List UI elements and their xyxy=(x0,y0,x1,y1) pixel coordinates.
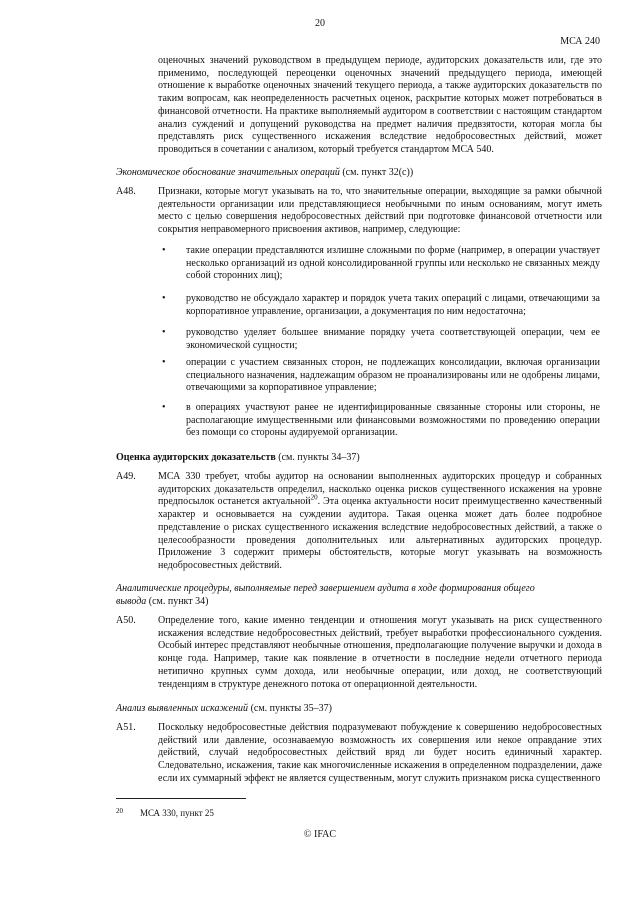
section-title: Экономическое обоснование значительных операций xyxy=(116,167,340,178)
list-item: руководство не обсуждало характер и порядок учета таких операций с лицами, отвечающими за корпоративное управление, организации, а документация по ним недостаточна; xyxy=(186,293,600,317)
paragraph-a50: Определение того, какие именно тенденции и отношения могут указывать на риск существенного искажения вследствие недобросовестных действий, требует выработки профессионального суждения. Особый интерес представляют необычные отношения, предполагающие получение выручки и дохода в конце года. Например, такие как появление в отчетности в последние недели отчетного периода нетипично крупных сумм дохода, или необычные операции, или доход, не соответствующий тенденциям в структуре денежного потока от операционной деятельности. xyxy=(158,615,602,690)
section-ref: (см. пункт 34) xyxy=(146,595,209,607)
footnote-mark: 20 xyxy=(116,807,123,815)
paragraph-number-a50: A50. xyxy=(116,615,136,626)
section-ref: (см. пункты 35–37) xyxy=(248,703,333,714)
section-title: Анализ выявленных искажений xyxy=(116,703,249,714)
paragraph-number-a51: A51. xyxy=(116,722,136,733)
paragraph-text: МСА 330 требует, чтобы аудитор на основании выполненных аудиторских процедур и собранных аудиторских доказательств определил, насколько оценка рисков существенного искажения на уровне предпосылок останется актуальной xyxy=(158,471,602,508)
bullet-marker: • xyxy=(162,245,166,256)
section-heading-misstatements xyxy=(116,703,332,716)
page-footer: © IFAC xyxy=(303,829,337,840)
list-item: операции с участием связанных сторон, не подлежащих консолидации, включая организации специального назначения, надлежащим образом не проанализированы или не одобрены лицами, отвечающими за корпоративное управление; xyxy=(186,357,600,394)
intro-paragraph: оценочных значений руководством в предыдущем периоде, аудиторских доказательств или, где это применимо, последующей переоценки оценочных значений предыдущего периода, имеющей отношение к выработке оценочных значений текущего периода, а также аудиторских доказательств по таким вопросам, как неопределенность расчетных оценок, раскрытие которых может потребоваться в финансовой отчетности. На практике выполняемый аудитором в соответствии с настоящим стандартом анализ суждений и допущений руководства на предмет наличия предвзятости, которая могла бы представлять риск существенного искажения вследствие недобросовестных действий, может проводиться в сочетании с анализом, который требуется стандартом МСА 540. xyxy=(158,55,602,155)
list-item: руководство уделяет большее внимание порядку учета соответствующей операции, чем ее экономической сущности; xyxy=(186,327,600,351)
footnote-reference: 20 xyxy=(310,494,318,503)
footnote-text: МСА 330, пункт 25 xyxy=(140,808,214,818)
list-item: в операциях участвуют ранее не идентифицированные связанные стороны или стороны, не располагающие имущественными или финансовыми возможностями по проведению операции без помощи со стороны аудируемой организации. xyxy=(186,402,600,439)
section-heading-analytical-procedures xyxy=(116,583,606,608)
bullet-marker: • xyxy=(162,327,166,338)
bullet-marker: • xyxy=(162,293,166,304)
list-item: такие операции представляются излишне сложными по форме (например, в операции участвует несколько организаций из одной консолидированной группы или несколько не связанных между собой сторонних лиц); xyxy=(186,245,600,282)
page-number: 20 xyxy=(315,18,325,29)
footnote-divider xyxy=(116,798,246,799)
paragraph-number-a48: A48. xyxy=(116,186,136,197)
section-ref: (см. пункт 32(c)) xyxy=(339,167,414,178)
paragraph-a48: Признаки, которые могут указывать на то, что значительные операции, выходящие за рамки обычной деятельности организации или представляющиеся необычными по иным основаниям, могут иметь место с целью совершения недобросовестных действий при подготовке финансовой отчетности или сокрытия неправомерного присвоения активов, например, следующие: xyxy=(158,186,602,236)
bullet-marker: • xyxy=(162,357,166,368)
paragraph-a49 xyxy=(158,471,602,573)
section-title: вывода xyxy=(116,595,147,607)
section-ref: (см. пункты 34–37) xyxy=(275,452,360,463)
paragraph-a51: Поскольку недобросовестные действия подразумевают побуждение к совершению недобросовестных действий или давление, осознаваемую возможность их совершения или некое оправдание этих действий, случай недобросовестных действий вряд ли будет носить единичный характер. Следовательно, искажения, такие как многочисленные искажения в определенном подразделении, даже если их суммарный эффект не является существенным, могут служить признаком риска существенного xyxy=(158,722,602,784)
bullet-marker: • xyxy=(162,402,166,413)
section-title: Аналитические процедуры, выполняемые перед завершением аудита в ходе формирования общего xyxy=(116,583,535,594)
paragraph-number-a49: A49. xyxy=(116,471,136,482)
standard-code: МСА 240 xyxy=(560,36,600,47)
section-title: Оценка аудиторских доказательств xyxy=(116,452,276,463)
section-heading-economic-rationale xyxy=(116,167,413,180)
paragraph-text: . Эта оценка актуальности носит преимущественно качественный характер и основывается на суждении аудитора. Такая оценка может дать более подробное представление о рисках существенного искажения вследствие недобросовестных действий, а также о целесообразности проведения дополнительных или альтернативных аудиторских процедур. Приложение 3 содержит примеры обстоятельств, которые могут указывать на возможность недобросовестных действий. xyxy=(158,496,603,571)
section-heading-evaluation xyxy=(116,452,360,465)
